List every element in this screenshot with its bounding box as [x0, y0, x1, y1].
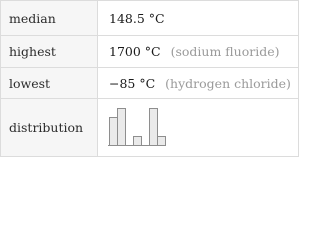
distribution-label: distribution — [1, 99, 98, 156]
distribution-histogram — [108, 106, 152, 146]
median-value — [98, 1, 298, 35]
highest-note: (sodium fluoride) — [170, 44, 280, 59]
row-highest — [1, 36, 298, 68]
histogram-bar — [133, 136, 142, 146]
lowest-label: lowest — [1, 68, 98, 98]
histogram-bar — [117, 108, 126, 146]
highest-value-text: 1700 °C — [109, 44, 161, 59]
lowest-value — [98, 68, 298, 98]
row-lowest — [1, 68, 298, 99]
lowest-value-text: −85 °C — [109, 75, 156, 91]
highest-label: highest — [1, 36, 98, 67]
lowest-note: (hydrogen chloride) — [165, 75, 291, 91]
histogram-bar — [157, 136, 166, 146]
median-label: median — [1, 1, 98, 35]
row-median — [1, 1, 298, 36]
median-value-text: 148.5 °C — [109, 10, 165, 26]
highest-value — [98, 36, 298, 67]
